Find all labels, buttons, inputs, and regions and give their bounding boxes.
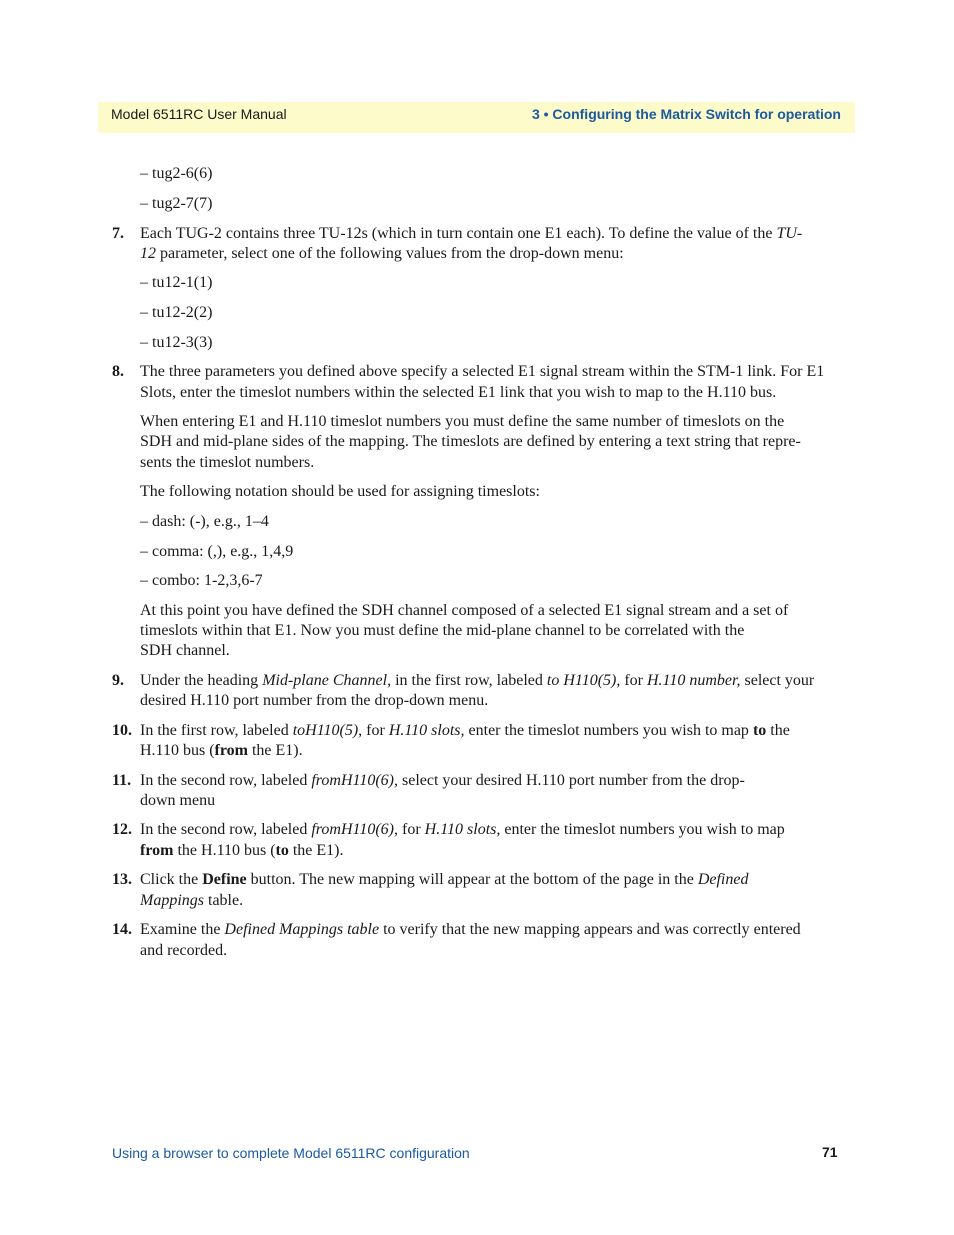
step-number: 7. — [112, 225, 124, 242]
list-item: – tu12-3(3) — [140, 334, 213, 351]
paragraph: timeslots within that E1. Now you must define the mid-plane channel to be correlated with the — [140, 622, 745, 639]
list-item: – dash: (-), e.g., 1–4 — [140, 513, 269, 530]
step-number: 12. — [112, 821, 132, 838]
chapter-title: 3 • Configuring the Matrix Switch for operation — [531, 106, 841, 122]
manual-title: Model 6511RC User Manual — [111, 106, 287, 122]
step-text: The three parameters you defined above specify a selected E1 signal stream within the STM-1 link. For E1 — [140, 363, 825, 380]
step-text: H.110 bus (from the E1). — [140, 742, 303, 759]
paragraph: At this point you have defined the SDH channel composed of a selected E1 signal stream and a set of — [140, 602, 789, 619]
list-item: – tug2-6(6) — [140, 165, 213, 182]
paragraph: SDH and mid-plane sides of the mapping. The timeslots are defined by entering a text string that repre- — [140, 433, 801, 450]
step-text: desired H.110 port number from the drop-down menu. — [140, 692, 489, 709]
list-item: – comma: (,), e.g., 1,4,9 — [140, 543, 294, 560]
step-text: Under the heading Mid-plane Channel, in the first row, labeled to H110(5), for H.110 number, select your — [140, 672, 815, 689]
page-number: 71 — [822, 1144, 838, 1160]
step-number: 10. — [112, 722, 132, 739]
list-item: – tug2-7(7) — [140, 195, 213, 212]
step-text: from the H.110 bus (to the E1). — [140, 842, 344, 859]
step-text: Click the Define button. The new mapping will appear at the bottom of the page in the Defined — [140, 871, 749, 888]
step-number: 13. — [112, 871, 132, 888]
footer-section-title: Using a browser to complete Model 6511RC configuration — [112, 1145, 470, 1161]
list-item: – combo: 1-2,3,6-7 — [140, 572, 263, 589]
step-text: and recorded. — [140, 942, 228, 959]
running-header — [98, 102, 855, 133]
list-item: – tu12-1(1) — [140, 274, 213, 291]
step-text: Examine the Defined Mappings table to verify that the new mapping appears and was correctly entered — [140, 921, 801, 938]
paragraph: When entering E1 and H.110 timeslot numbers you must define the same number of timeslots on the — [140, 413, 785, 430]
step-text: In the second row, labeled fromH110(6), select your desired H.110 port number from the drop- — [140, 772, 745, 789]
paragraph: sents the timeslot numbers. — [140, 454, 315, 471]
step-text: Slots, enter the timeslot numbers within the selected E1 link that you wish to map to the H.110 bus. — [140, 384, 777, 401]
step-number: 11. — [112, 772, 132, 789]
step-text: In the second row, labeled fromH110(6), for H.110 slots, enter the timeslot numbers you wish to map — [140, 821, 785, 838]
step-text: In the first row, labeled toH110(5), for H.110 slots, enter the timeslot numbers you wish to map to the — [140, 722, 790, 739]
step-number: 9. — [112, 672, 124, 689]
step-text: down menu — [140, 792, 216, 809]
step-text: Mappings table. — [140, 892, 244, 909]
step-text: 12 parameter, select one of the following values from the drop-down menu: — [140, 245, 624, 262]
paragraph: The following notation should be used for assigning timeslots: — [140, 483, 540, 500]
step-number: 14. — [112, 921, 132, 938]
list-item: – tu12-2(2) — [140, 304, 213, 321]
step-number: 8. — [112, 363, 124, 380]
paragraph: SDH channel. — [140, 642, 230, 659]
step-text: Each TUG-2 contains three TU-12s (which in turn contain one E1 each). To define the value of the TU- — [140, 225, 803, 242]
